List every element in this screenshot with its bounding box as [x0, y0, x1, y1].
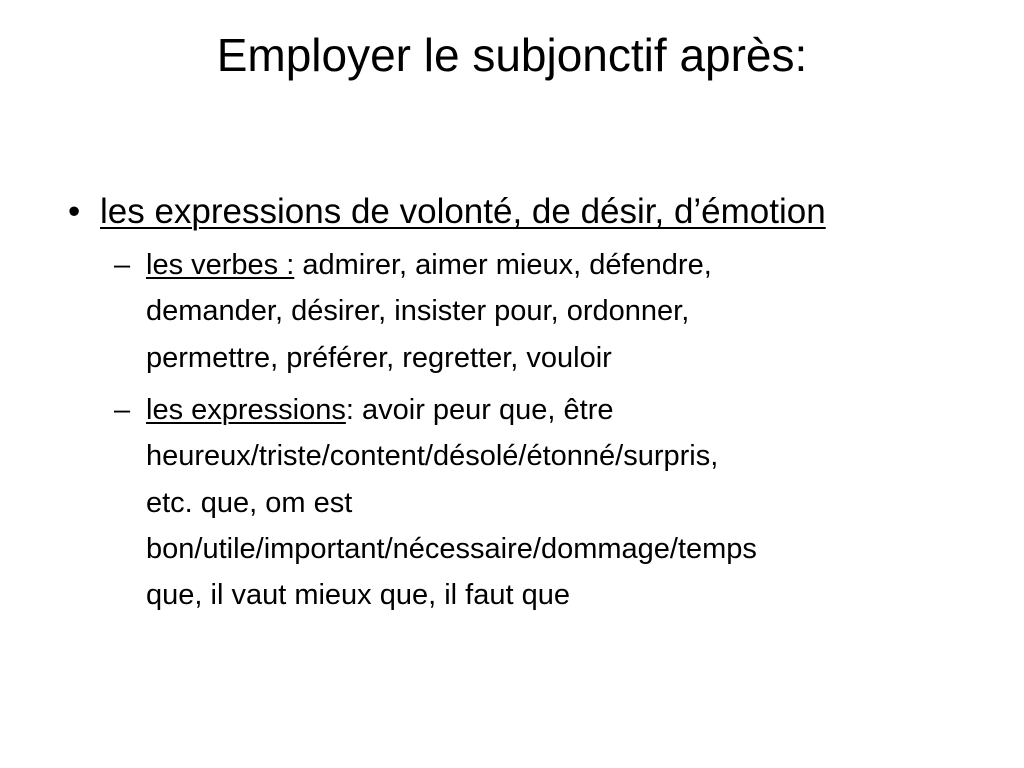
sub-item-line: [146, 242, 970, 288]
sub-item-text: : avoir peur que, être: [345, 393, 614, 426]
sub-item-expressions: [60, 387, 970, 619]
sub-item-line: permettre, préférer, regretter, vouloir: [146, 341, 612, 374]
sub-item-verbes: [60, 242, 970, 381]
sub-item-line: bon/utile/important/nécessaire/dommage/temps: [146, 533, 757, 566]
dash-icon: –: [114, 393, 131, 426]
sub-item-label: les expressions: [146, 393, 346, 426]
sub-item-line: demander, désirer, insister pour, ordonner,: [146, 295, 690, 328]
slide-title: Employer le subjonctif après:: [216, 29, 808, 81]
sub-item-line: heureux/triste/content/désolé/étonné/surpris,: [146, 440, 719, 473]
bullet-text: les expressions de volonté, de désir, d’émotion: [100, 192, 826, 231]
sub-item-line: que, il vaut mieux que, il faut que: [146, 579, 570, 612]
sub-item-text: admirer, aimer mieux, défendre,: [294, 248, 712, 281]
sub-item-label: les verbes :: [146, 248, 295, 281]
sub-item-line: etc. que, om est: [146, 486, 353, 519]
dash-icon: –: [114, 248, 131, 281]
slide-body: [60, 190, 970, 625]
sub-item-line: [146, 387, 970, 433]
bullet-dot-icon: •: [68, 192, 81, 231]
bullet-item: [60, 190, 970, 234]
